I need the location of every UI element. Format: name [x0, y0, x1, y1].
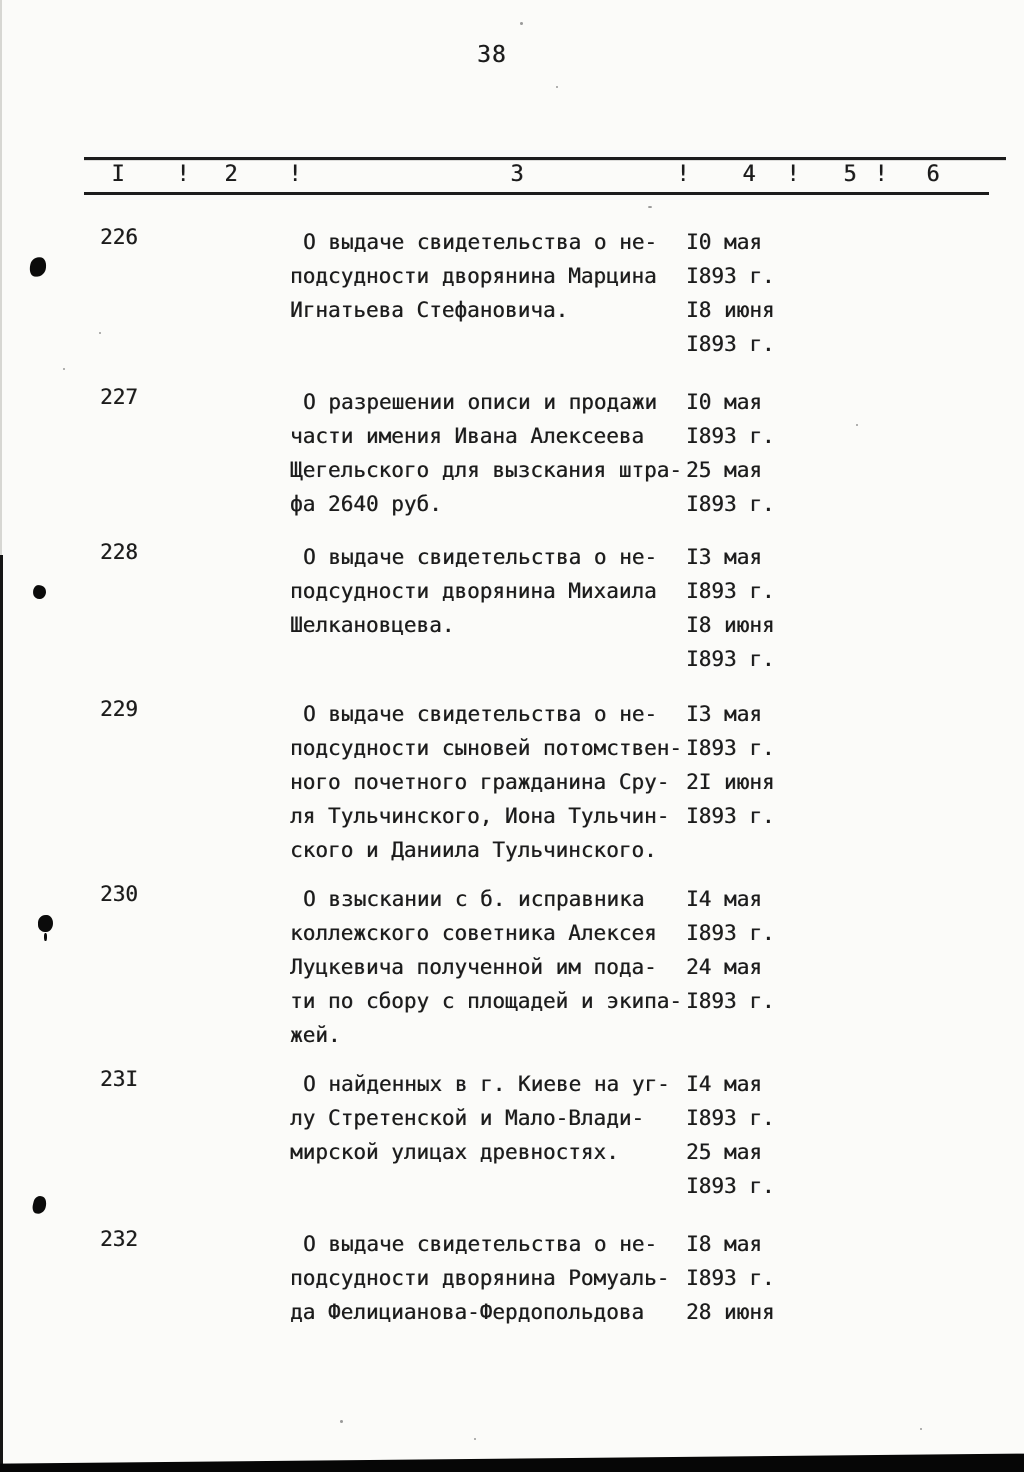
noise-speck: [556, 86, 558, 88]
date-line: I0 мая: [686, 390, 762, 414]
date-line: I8 июня: [686, 298, 775, 322]
entry-number: 228: [100, 540, 138, 564]
entry-number: 230: [100, 882, 138, 906]
date-line: I8 мая: [686, 1232, 762, 1256]
description-line: О взыскании с б. исправника: [303, 887, 645, 911]
table-row: [0, 385, 1024, 521]
column-header-cell: !: [288, 162, 302, 187]
noise-speck: [920, 1428, 922, 1430]
entry-description: [290, 882, 686, 1052]
table-header-rule-bottom: [84, 192, 989, 195]
description-line: да Фелицианова-Фердопольдова: [290, 1300, 645, 1324]
entry-description: [290, 1227, 686, 1329]
description-line: Шелкановцева.: [290, 613, 455, 637]
column-header-cell: 4: [742, 162, 756, 187]
column-header-cell: 5: [843, 162, 857, 187]
description-line: подсудности сыновей потомствен-: [290, 736, 682, 760]
entry-description: [290, 697, 686, 867]
description-line: О выдаче свидетельства о не-: [303, 545, 658, 569]
column-header-cell: !: [874, 162, 888, 187]
column-header-cell: 6: [926, 162, 940, 187]
description-line: подсудности дворянина Ромуаль-: [290, 1266, 670, 1290]
noise-speck: [340, 1420, 343, 1423]
date-line: I893 г.: [686, 1106, 775, 1130]
description-line: коллежского советника Алексея: [290, 921, 657, 945]
noise-speck: [474, 1438, 476, 1440]
table-row: [0, 1067, 1024, 1203]
date-line: I893 г.: [686, 647, 775, 671]
ink-blot: [38, 915, 53, 932]
entry-number: 227: [100, 385, 138, 409]
entry-number: 232: [100, 1227, 138, 1251]
column-header-cell: 2: [224, 162, 238, 187]
table-row: [0, 1227, 1024, 1329]
date-line: I893 г.: [686, 1174, 775, 1198]
column-header-cell: I: [111, 162, 125, 187]
table-row: [0, 697, 1024, 867]
entry-description: [290, 225, 686, 327]
ink-blot: [44, 933, 47, 941]
entry-dates: [686, 1067, 821, 1203]
date-line: 25 мая: [686, 458, 762, 482]
noise-speck: [99, 332, 101, 334]
description-line: О выдаче свидетельства о не-: [303, 702, 658, 726]
description-line: мирской улицах древностях.: [290, 1140, 619, 1164]
entry-number: 226: [100, 225, 138, 249]
date-line: I8 июня: [686, 613, 775, 637]
date-line: I0 мая: [686, 230, 762, 254]
description-line: Луцкевича полученной им пода-: [290, 955, 657, 979]
page-number: 38: [477, 42, 507, 68]
noise-speck: [520, 22, 523, 25]
description-line: Щегельского для вызскания штра-: [290, 458, 682, 482]
description-line: подсудности дворянина Марцина: [290, 264, 657, 288]
date-line: I4 мая: [686, 887, 762, 911]
description-line: ля Тульчинского, Иона Тульчин-: [290, 804, 670, 828]
date-line: I893 г.: [686, 424, 775, 448]
date-line: I893 г.: [686, 579, 775, 603]
description-line: фа 2640 руб.: [290, 492, 442, 516]
noise-speck: [856, 424, 858, 426]
description-line: лу Стретенской и Мало-Влади-: [290, 1106, 645, 1130]
entry-dates: [686, 882, 821, 1018]
description-line: части имения Ивана Алексеева: [290, 424, 645, 448]
entry-description: [290, 385, 686, 521]
column-header-row: [0, 158, 1024, 192]
date-line: 2I июня: [686, 770, 775, 794]
entries: [0, 225, 1024, 1329]
date-line: I893 г.: [686, 264, 775, 288]
date-line: I3 мая: [686, 702, 762, 726]
date-line: I3 мая: [686, 545, 762, 569]
entry-dates: [686, 225, 821, 361]
date-line: I893 г.: [686, 804, 775, 828]
column-header-cell: !: [676, 162, 690, 187]
table-row: [0, 225, 1024, 361]
description-line: жей.: [290, 1023, 341, 1047]
description-line: подсудности дворянина Михаила: [290, 579, 657, 603]
date-line: I893 г.: [686, 492, 775, 516]
entry-description: [290, 540, 686, 642]
noise-speck: [63, 368, 65, 370]
entry-dates: [686, 697, 821, 833]
date-line: 24 мая: [686, 955, 762, 979]
scan-edge-left-light: [0, 0, 2, 558]
description-line: ного почетного гражданина Сру-: [290, 770, 670, 794]
description-line: О выдаче свидетельства о не-: [303, 230, 658, 254]
date-line: I893 г.: [686, 921, 775, 945]
scan-edge-bottom: [0, 1452, 1024, 1472]
description-line: ти по сбору с площадей и экипа-: [290, 989, 682, 1013]
entry-dates: [686, 540, 821, 676]
description-line: ского и Даниила Тульчинского.: [290, 838, 657, 862]
description-line: Игнатьева Стефановича.: [290, 298, 569, 322]
description-line: О выдаче свидетельства о не-: [303, 1232, 658, 1256]
column-header-cell: !: [786, 162, 800, 187]
entry-dates: [686, 385, 821, 521]
date-line: I893 г.: [686, 332, 775, 356]
entry-dates: [686, 1227, 821, 1329]
date-line: I4 мая: [686, 1072, 762, 1096]
table-row: [0, 882, 1024, 1052]
date-line: 25 мая: [686, 1140, 762, 1164]
scan-edge-left: [0, 555, 3, 1472]
entry-description: [290, 1067, 686, 1169]
date-line: I893 г.: [686, 736, 775, 760]
description-line: О разрешении описи и продажи: [303, 390, 658, 414]
column-header-cell: !: [176, 162, 190, 187]
date-line: I893 г.: [686, 989, 775, 1013]
entry-number: 229: [100, 697, 138, 721]
noise-speck: [648, 206, 652, 208]
description-line: О найденных в г. Киеве на уг-: [303, 1072, 670, 1096]
entry-number: 23I: [100, 1067, 138, 1091]
column-header-cell: 3: [510, 162, 524, 187]
date-line: I893 г.: [686, 1266, 775, 1290]
table-row: [0, 540, 1024, 676]
date-line: 28 июня: [686, 1300, 775, 1324]
